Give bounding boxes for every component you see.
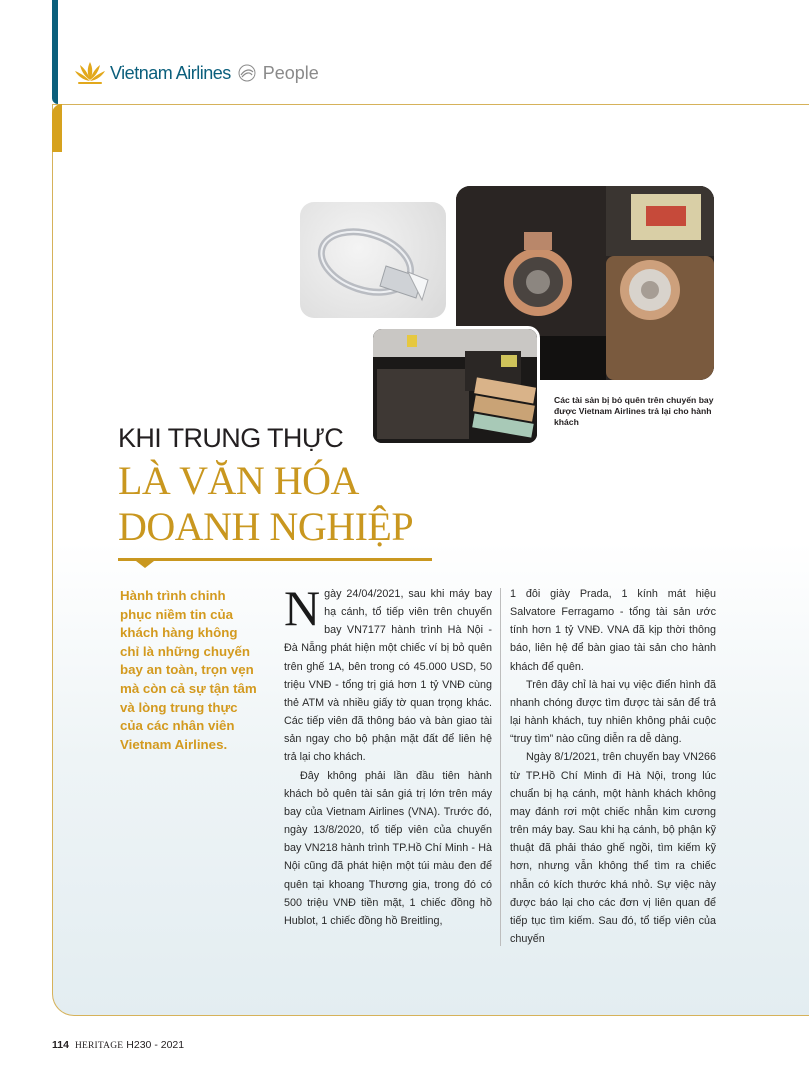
photo-wallet-cash bbox=[370, 326, 540, 446]
issue-number: H230 - 2021 bbox=[126, 1039, 185, 1051]
title-main-line-2: DOANH NGHIỆP bbox=[118, 504, 414, 549]
column-divider bbox=[500, 588, 501, 946]
brand-name: Vietnam Airlines bbox=[110, 62, 231, 83]
frame-corner-accent bbox=[52, 104, 62, 152]
body-paragraph: 1 đôi giày Prada, 1 kính mát hiệu Salvatore Ferragamo - tổng tài sản ước tính hơn 1 tỷ VNĐ. VNA đã kịp thời thông báo, liên hệ để bàn giao tài sản cho hành khách để quên. bbox=[510, 588, 716, 673]
drop-cap: N bbox=[284, 580, 321, 636]
body-paragraph: Đây không phải lần đầu tiên hành khách bỏ quên tài sản giá trị lớn trên máy bay của Vietnam Airlines (VNA). Trước đó, ngày 13/8/2020, tổ tiếp viên của chuyến bay VN218 hành trình TP.Hồ Chí Minh - Hà Nội cũng đã phát hiện một túi màu đen để quên tại khoang Thương gia, trong đó có 500 triệu VNĐ tiền mặt, 1 chiếc đồng hồ Hublot, 1 chiếc đồng hồ Breitling, bbox=[284, 769, 492, 927]
section-name: People bbox=[262, 62, 319, 83]
page-header bbox=[72, 56, 319, 90]
photo-diamond-ring bbox=[300, 202, 446, 318]
body-column-2 bbox=[510, 585, 716, 948]
body-paragraph: Ngày 8/1/2021, trên chuyến bay VN266 từ TP.Hồ Chí Minh đi Hà Nội, trong lúc chuẩn bị hạ cánh, một hành khách không may đánh rơi một chiếc nhẫn kim cương trên máy bay. Sau khi hạ cánh, bộ phận kỹ thuật đã phải tháo ghế ngồi, tìm kiếm kỹ hơn, nhưng vẫn không thể tìm ra chiếc nhẫn có kích thước khá nhỏ. Sự việc này được báo lại cho các đơn vị liên quan để tiếp tục tìm kiếm. Sau đó, tổ tiếp viên của chuyến bbox=[510, 751, 716, 945]
title-ornament-divider bbox=[118, 553, 432, 569]
body-column-1 bbox=[284, 580, 492, 930]
body-paragraph: gày 24/04/2021, sau khi máy bay hạ cánh, tổ tiếp viên trên chuyến bay VN7177 hành trình Hà Nội - Đà Nẵng phát hiện một chiếc ví bị bỏ quên trên ghế 1A, bên trong có 45.000 USD, 50 triệu VNĐ - tổng trị giá hơn 1 tỷ VNĐ cùng thẻ ATM và nhiều giấy tờ quan trọng khác. Các tiếp viên đã thông báo và bàn giao tài sản ngay cho bộ phận mặt đất để liên hệ trả lại cho khách. bbox=[284, 588, 492, 764]
lead-paragraph: Hành trình chinh phục niềm tin của khách hàng không chỉ là những chuyến bay an toàn, trọn vẹn mà còn cả sự tận tâm và lòng trung thực của các nhân viên Vietnam Airlines. bbox=[120, 588, 257, 752]
title-main-line-1: LÀ VĂN HÓA bbox=[118, 458, 359, 503]
lotus-logo-icon bbox=[72, 58, 108, 88]
wallet-illustration bbox=[373, 329, 537, 443]
ring-illustration bbox=[300, 202, 446, 318]
photo-caption: Các tài sản bị bỏ quên trên chuyến bay được Vietnam Airlines trả lại cho hành khách bbox=[554, 395, 714, 427]
page-number: 114 bbox=[52, 1039, 69, 1051]
body-paragraph: Trên đây chỉ là hai vụ việc điển hình đã nhanh chóng được tìm được tài sản để trả lại hành khách, tuy nhiên không phải cuộc “truy tìm” nào cũng diễn ra dễ dàng. bbox=[510, 678, 716, 746]
header-accent-bar bbox=[52, 0, 58, 104]
page-footer bbox=[52, 1039, 184, 1051]
skyteam-swirl-icon bbox=[237, 63, 257, 83]
magazine-name: HERITAGE bbox=[74, 1041, 124, 1051]
title-kicker: KHI TRUNG THỰC bbox=[118, 423, 344, 453]
